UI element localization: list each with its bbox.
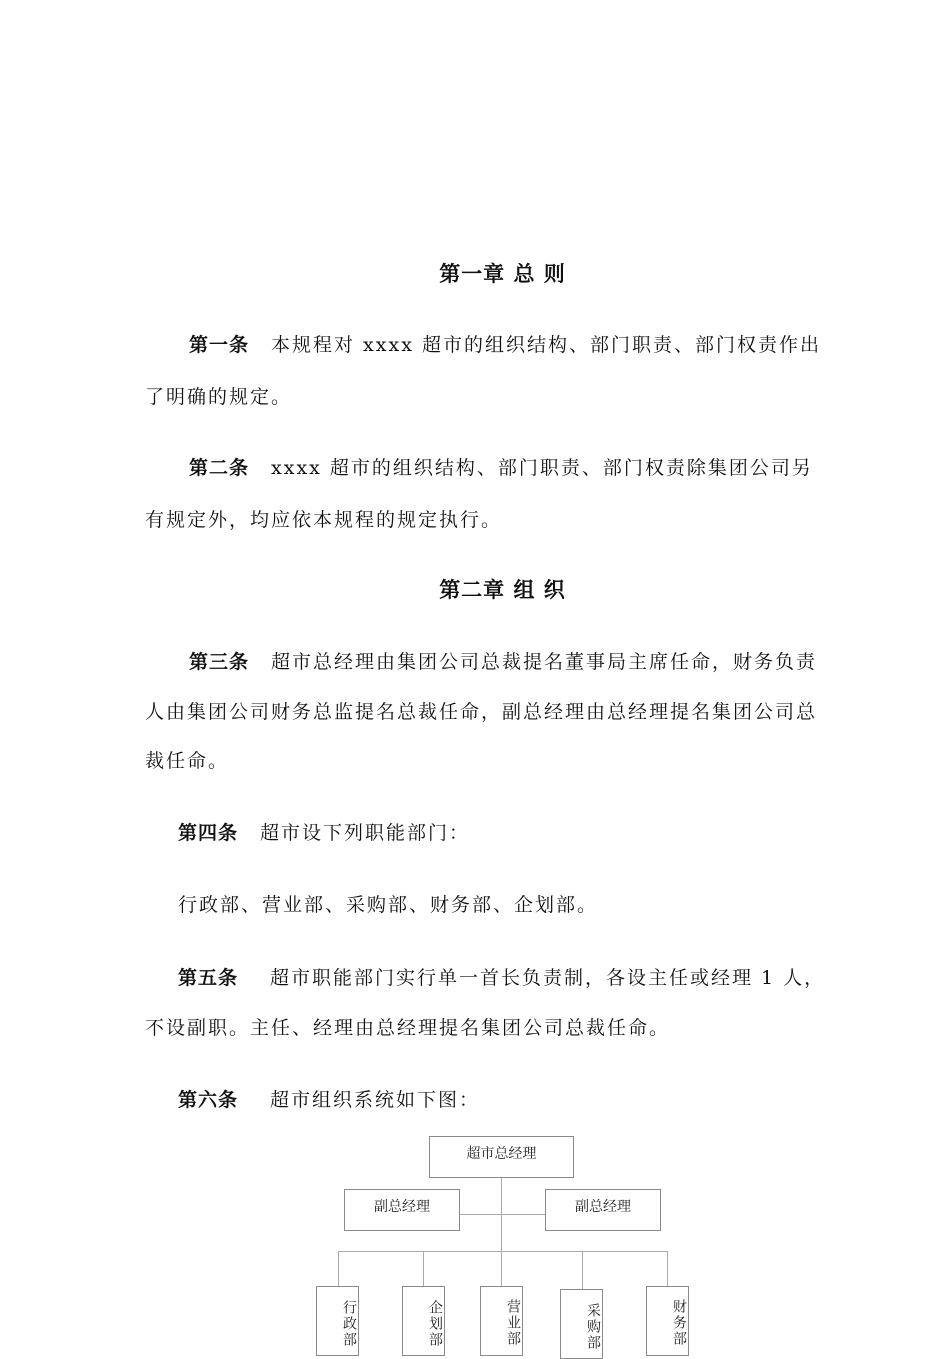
org-box-deputy-2: 副总经理 [545, 1189, 661, 1231]
org-box-dept-planning: 企划部 [402, 1286, 445, 1356]
article-2-text-2: 有规定外，均应依本规程的规定执行。 [145, 509, 503, 531]
article-2-text-1: xxxx 超市的组织结构、部门职责、部门权责除集团公司另 [271, 457, 813, 479]
article-6-text-1: 超市组织系统如下图： [270, 1089, 481, 1111]
article-3-text-3: 裁任命。 [145, 750, 230, 772]
org-box-dept-sales: 营业部 [480, 1286, 523, 1356]
article-1-text-1: 本规程对 xxxx 超市的组织结构、部门职责、部门权责作出 [271, 334, 821, 356]
org-connector-dept-4 [582, 1251, 583, 1289]
article-5-text-2: 不设副职。主任、经理由总经理提名集团公司总裁任命。 [145, 1017, 671, 1039]
article-5-text-1: 超市职能部门实行单一首长负责制，各设主任或经理 1 人， [270, 967, 826, 989]
article-2-label: 第二条 [189, 457, 250, 479]
article-1-text-2: 了明确的规定。 [145, 386, 293, 408]
org-box-dept-purchasing: 采购部 [560, 1289, 603, 1359]
org-box-dept-finance: 财务部 [646, 1286, 689, 1356]
article-3-text-2: 人由集团公司财务总监提名总裁任命，副总经理由总经理提名集团公司总 [145, 701, 818, 723]
org-connector-dept-5 [667, 1251, 668, 1286]
article-4-text-1: 超市设下列职能部门： [260, 822, 471, 844]
article-4-label: 第四条 [178, 822, 239, 844]
article-3-text-1: 超市总经理由集团公司总裁提名董事局主席任命，财务负责 [271, 651, 818, 673]
article-5-label: 第五条 [178, 967, 239, 989]
org-connector-dept-1 [338, 1251, 339, 1286]
org-connector-deputies [459, 1214, 546, 1215]
article-1-label: 第一条 [189, 334, 250, 356]
chapter-1-title: 第一章 总 则 [439, 262, 566, 286]
org-connector-dept-2 [423, 1251, 424, 1286]
chapter-2-title: 第二章 组 织 [439, 578, 566, 602]
article-4-text-2: 行政部、营业部、采购部、财务部、企划部。 [178, 894, 599, 916]
org-box-general-manager: 超市总经理 [429, 1136, 574, 1178]
org-box-dept-admin: 行政部 [316, 1286, 359, 1356]
article-6-label: 第六条 [178, 1089, 239, 1111]
org-connector-departments [338, 1251, 668, 1252]
org-box-deputy-1: 副总经理 [344, 1189, 460, 1231]
article-3-label: 第三条 [189, 651, 250, 673]
